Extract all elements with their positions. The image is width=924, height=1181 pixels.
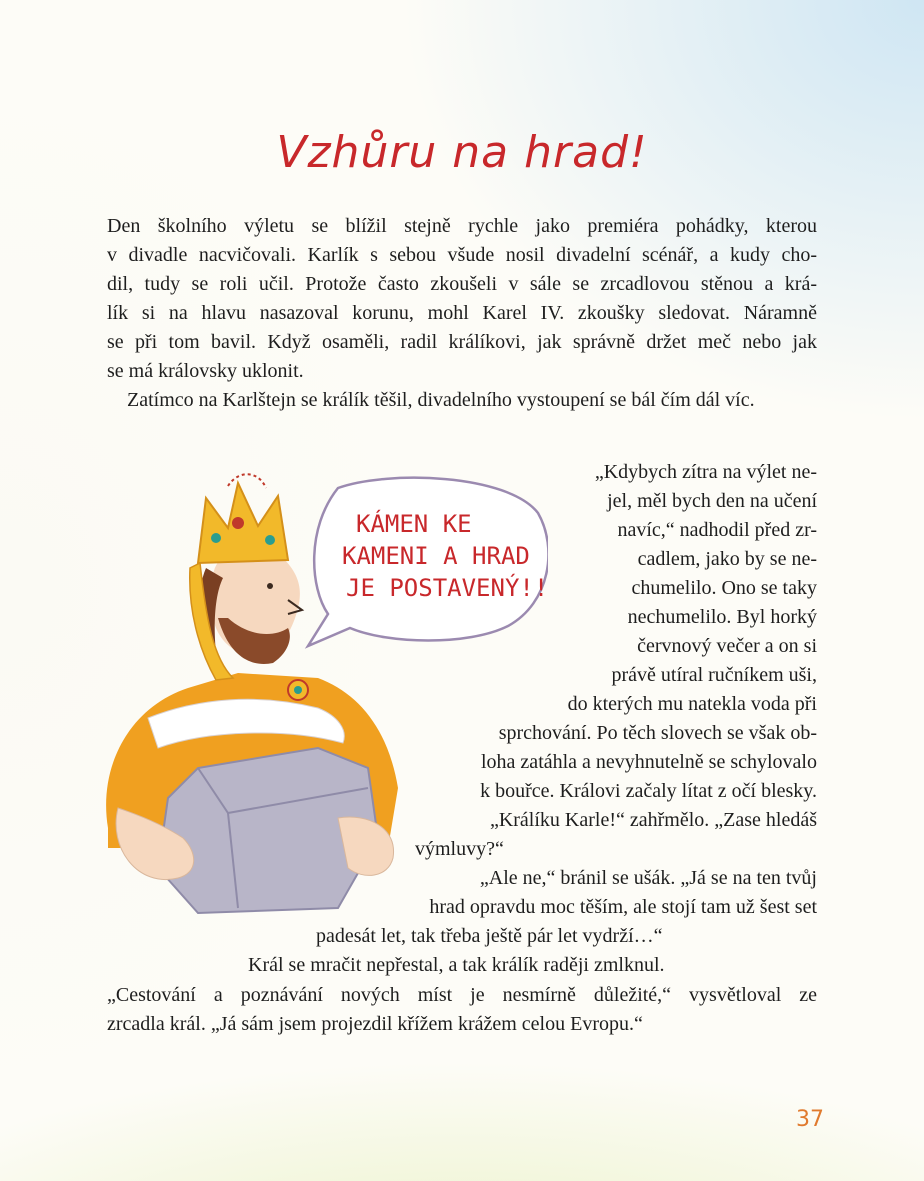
text-line: k bouřce. Královi začaly lítat z očí blesky. <box>480 780 817 802</box>
text-line: jel, měl bych den na učení <box>607 490 817 512</box>
text-line: Král se mračit nepřestal, a tak králík raději zmlknul. <box>248 954 665 976</box>
text-line: zrcadla král. „Já sám jsem projezdil křížem krážem celou Evropu.“ <box>107 1013 643 1035</box>
text-line: se má královsky uklonit. <box>107 360 304 382</box>
bubble-line-1: KÁMEN KE <box>356 510 472 538</box>
text-line: se při tom bavil. Když osaměli, radil králíkovi, jak správně držet meč nebo jak <box>107 331 817 353</box>
text-line: loha zatáhla a nevyhnutelně se schylovalo <box>481 751 817 773</box>
speech-bubble <box>308 478 548 646</box>
text-line: v divadle nacvičovali. Karlík s sebou všude nosil divadelní scénář, a kudy cho- <box>107 244 817 266</box>
text-line: nechumelilo. Byl horký <box>627 606 817 628</box>
text-line: právě utíral ručníkem uši, <box>611 664 817 686</box>
text-line: lík si na hlavu nasazoval korunu, mohl Karel IV. zkoušky sledovat. Náramně <box>107 302 817 324</box>
text-line: „Cestování a poznávání nových míst je nesmírně důležité,“ vysvětloval ze <box>107 984 817 1006</box>
text-line: padesát let, tak třeba ještě pár let vydrží…“ <box>316 925 663 947</box>
text-line: dil, tudy se roli učil. Protože často zkoušeli v sále se zrcadlovou stěnou a krá- <box>107 273 817 295</box>
page-number: 37 <box>796 1107 824 1132</box>
text-line: do kterých mu natekla voda při <box>567 693 817 715</box>
text-line: chumelilo. Ono se taky <box>631 577 817 599</box>
text-line: Den školního výletu se blížil stejně rychle jako premiéra pohádky, kterou <box>107 215 817 237</box>
text-line: výmluvy?“ <box>415 838 504 860</box>
text-line: „Králíku Karle!“ zahřmělo. „Zase hledáš <box>489 809 817 831</box>
text-line: navíc,“ nadhodil před zr- <box>617 519 817 541</box>
text-line: „Kdybych zítra na výlet ne- <box>594 461 817 483</box>
text-line: sprchování. Po těch slovech se však ob- <box>498 722 817 744</box>
text-line: hrad opravdu moc těším, ale stojí tam už šest set <box>429 896 817 918</box>
text-line: Zatímco na Karlštejn se králík těšil, divadelního vystoupení se bál čím dál víc. <box>127 389 755 411</box>
text-line: červnový večer a on si <box>637 635 817 657</box>
bubble-line-2: KAMENI A HRAD <box>342 542 530 570</box>
text-line: cadlem, jako by se ne- <box>637 548 817 570</box>
closing-paragraph <box>107 981 817 1039</box>
text-line: „Ale ne,“ bránil se ušák. „Já se na ten tvůj <box>479 867 817 889</box>
page-title: Vzhůru na hrad! <box>276 127 648 179</box>
intro-paragraph <box>107 212 817 415</box>
bubble-line-3: JE POSTAVENÝ!! <box>346 574 548 602</box>
